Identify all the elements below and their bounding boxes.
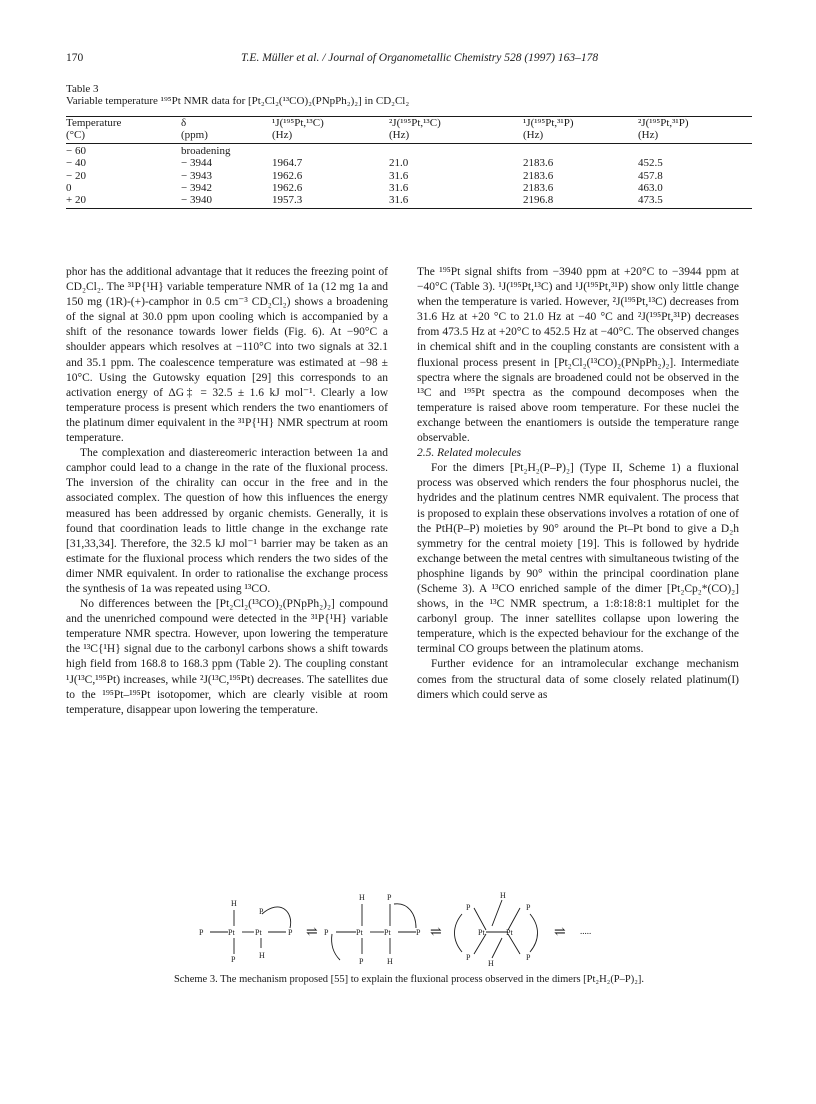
table-cell: 463.0	[638, 182, 663, 195]
atom-label: P	[199, 928, 204, 937]
atom-label: P	[526, 903, 531, 912]
table-row	[66, 145, 752, 157]
atom-label: H	[259, 951, 265, 960]
table-cell: 31.6	[389, 194, 409, 207]
column-unit: (°C)	[66, 129, 86, 142]
table-cell: 1962.6	[272, 182, 303, 195]
column-unit: (ppm)	[181, 129, 208, 142]
column-header: δ	[181, 117, 187, 129]
paragraph: Further evidence for an intramolecular exchange mechanism comes from the structural data of some closely related platinum(I) dimers which could serve as	[417, 658, 739, 701]
atom-label: Pt	[255, 928, 262, 937]
column-header: ¹J(¹⁹⁵Pt,³¹P)	[523, 117, 574, 129]
atom-label: Pt	[506, 928, 513, 937]
atom-label: P	[466, 953, 471, 962]
table-cell: 1964.7	[272, 157, 303, 170]
running-header	[66, 52, 752, 68]
atom-label: Pt	[228, 928, 235, 937]
paragraph: The complexation and diastereomeric interaction between 1a and camphor could lead to a change in the rate of the fluxional process. The inversion of the chirality can occur in the free and in the associated complex. The question of how this influences the energy measured has been addressed by organic chemists. Generally, it is found that coordination leads to little change in the exchange rate [31,33,34]. Therefore, the 32.5 kJ mol⁻¹ barrier may be taken as an estimate for the fluxional process which renders the two sides of the dimer NMR equivalent. In order to rationalise the exchange process the synthesis of 1a was repeated using ¹³CO.	[66, 447, 388, 595]
atom-label: P	[231, 955, 236, 964]
structure-1	[210, 907, 291, 954]
atom-label: H	[500, 891, 506, 900]
table-cell: + 20	[66, 194, 86, 207]
structure-3-labels	[466, 891, 531, 968]
table-cell: 1957.3	[272, 194, 303, 207]
structure-2-labels	[324, 893, 421, 966]
table-cell: − 3940	[181, 194, 212, 207]
table-bottom-rule	[66, 208, 752, 209]
table-row	[66, 157, 752, 169]
table-cell: 2196.8	[523, 194, 554, 207]
paragraph: For the dimers [Pt₂H₂(P–P)₂] (Type II, Scheme 1) a fluxional process was observed which renders the four phosphorus nuclei, the hydrides and the platinum centres NMR equivalent. The process that is proposed to explain these observations involves a rotation of one of the PtH(P–P) moieties by 90° around the Pt–Pt bond to give a D₂h symmetry for the central moiety [19]. This is followed by hydride exchange between the metal centres with simultaneous twisting of the phosphine ligands by 90° within the principal coordination plane (Scheme 3). A ¹³CO enriched sample of the dimer [Pt₂Cp₂*(CO)₂] shows, in the ¹³C NMR spectrum, a 1:8:18:8:1 multiplet for the carbonyl group. The inner satellites collapse upon lowering the temperature, which is the expected behaviour for the exchange of the terminal CO groups between the platinum atoms.	[417, 462, 739, 656]
table-cell	[389, 145, 523, 157]
atom-label: Pt	[478, 928, 485, 937]
atom-label: P	[288, 928, 293, 937]
table-unit-row	[66, 129, 752, 141]
scheme-3-drawing	[190, 890, 630, 972]
table-cell: 31.6	[389, 182, 409, 195]
table-cell: − 3943	[181, 169, 212, 182]
table-cell: 2183.6	[523, 169, 554, 182]
table-caption: Variable temperature ¹⁹⁵Pt NMR data for [Pt₂Cl₂(¹³CO)₂(PNpPh₂)₂] in CD₂Cl₂	[66, 95, 410, 107]
paragraph: The ¹⁹⁵Pt signal shifts from −3940 ppm at +20°C to −3944 ppm at −40°C (Table 3). ¹J(¹⁹⁵Pt,¹³C) and ¹J(¹⁹⁵Pt,³¹P) show only little change when the temperature is varied. However, ²J(¹⁹⁵Pt,¹³C) decreases from 31.6 Hz at +20 °C to 21.0 Hz at −40 °C and ²J(¹⁹⁵Pt,³¹P) decreases from 473.5 Hz at +20°C to 452.5 Hz at −40°C. The observed changes in chemical shift and in the coupling constants are consistent with a fluxional process present in [Pt₂Cl₂(¹³CO)₂(PNpPh₂)₂]. Intermediate spectra where the signals are broadened could not be observed in the ¹³C and ¹⁹⁵Pt spectra as the compound decomposes when the temperature is raised above room temperature. For these nuclei the exchange between the enantiomers is outside the temperature range observable.	[417, 266, 739, 445]
table-label: Table 3	[66, 83, 99, 95]
atom-label: P	[526, 953, 531, 962]
table-cell: − 3942	[181, 182, 212, 195]
equilibrium-arrow: ⇌	[306, 925, 318, 940]
table-cell: − 40	[66, 157, 86, 170]
atom-label: H	[488, 959, 494, 968]
table-cell	[523, 145, 638, 157]
atom-label: H	[359, 893, 365, 902]
structure-1-labels	[199, 899, 293, 964]
table-cell: 31.6	[389, 169, 409, 182]
paragraph: No differences between the [Pt₂Cl₂(¹³CO)₂(PNpPh₂)₂] compound and the unenriched compound were detected in the ³¹P{¹H} variable temperature NMR spectra. However, upon lowering the temperature the ¹³C{¹H} signal due to the carbonyl carbons shows a shift towards high field from 168.8 to 168.3 ppm (Table 2). The coupling constant ¹J(¹³C,¹⁹⁵Pt) increases, while ²J(¹³C,¹⁹⁵Pt) decreases. The satellites due to the ¹⁹⁵Pt–¹⁹⁵Pt isotopomer, which are clearly visible at room temperature, disappear upon lowering the temperature.	[66, 598, 388, 716]
atom-label: Pt	[384, 928, 391, 937]
equilibrium-arrow: ⇌	[554, 925, 566, 940]
atom-label: P	[416, 928, 421, 937]
section-heading: 2.5. Related molecules	[417, 447, 522, 460]
atom-label: P	[387, 893, 392, 902]
scheme-3-figure	[190, 890, 630, 972]
column-header: ²J(¹⁹⁵Pt,³¹P)	[638, 117, 689, 129]
equilibrium-arrow: ⇌	[430, 925, 442, 940]
table-cell: 21.0	[389, 157, 409, 170]
atom-label: H	[387, 957, 393, 966]
column-unit: (Hz)	[272, 129, 293, 142]
column-unit: (Hz)	[638, 129, 659, 142]
continuation-dots: .....	[580, 926, 592, 936]
table-cell	[272, 145, 389, 157]
journal-reference: T.E. Müller et al. / Journal of Organometallic Chemistry 528 (1997) 163–178	[241, 52, 599, 64]
left-column	[66, 265, 388, 718]
table-3	[66, 83, 752, 207]
nmr-table	[66, 117, 752, 207]
atom-label: P	[359, 957, 364, 966]
atom-label: Pt	[356, 928, 363, 937]
paragraph: phor has the additional advantage that it reduces the freezing point of CD₂Cl₂. The ³¹P{¹H} variable temperature NMR of 1a (12 mg 1a and 150 mg (1R)-(+)-camphor in 0.5 cm⁻³ CD₂Cl₂) shows a broadening of the signal at 30.0 ppm upon cooling which is accompanied by a shift of the resonance towards lower fields (Fig. 6). At −90°C a shoulder appears which resolves at −110°C into two signals at 32.1 and 35.1 ppm. The coalescence temperature was estimated at −98 ± 10°C. Using the Gutowsky equation [29] this corresponds to an activation energy of ΔG‡ = 32.5 ± 1.6 kJ mol⁻¹. Clearly a low temperature process is present which renders the two enantiomers of the platinum dimer equivalent in the ³¹P{¹H} NMR spectrum at room temperature.	[66, 266, 388, 445]
right-column	[417, 265, 739, 703]
table-cell: − 3944	[181, 157, 212, 170]
atom-label: P	[466, 903, 471, 912]
table-cell: 457.8	[638, 169, 663, 182]
page-number: 170	[66, 52, 84, 64]
table-cell: 0	[66, 182, 72, 195]
table-cell: broadening	[181, 144, 231, 157]
column-unit: (Hz)	[389, 129, 410, 142]
table-cell: − 20	[66, 169, 86, 182]
table-row	[66, 182, 752, 194]
column-header: ¹J(¹⁹⁵Pt,¹³C)	[272, 117, 324, 129]
table-header-row	[66, 117, 752, 129]
table-row	[66, 194, 752, 206]
column-unit: (Hz)	[523, 129, 544, 142]
table-cell: 2183.6	[523, 157, 554, 170]
atom-label: H	[231, 899, 237, 908]
column-header: ²J(¹⁹⁵Pt,¹³C)	[389, 117, 441, 129]
column-header: Temperature	[66, 117, 122, 129]
table-cell: 452.5	[638, 157, 663, 170]
table-cell: 473.5	[638, 194, 663, 207]
table-cell	[638, 145, 752, 157]
atom-label: P	[324, 928, 329, 937]
scheme-caption: Scheme 3. The mechanism proposed [55] to explain the fluxional process observed in the dimers [Pt₂H₂(P–P)₂].	[173, 974, 645, 985]
table-cell: − 60	[66, 144, 86, 157]
table-cell: 2183.6	[523, 182, 554, 195]
structure-2	[332, 904, 416, 960]
atom-label: P	[259, 907, 264, 916]
table-row	[66, 170, 752, 182]
table-cell: 1962.6	[272, 169, 303, 182]
